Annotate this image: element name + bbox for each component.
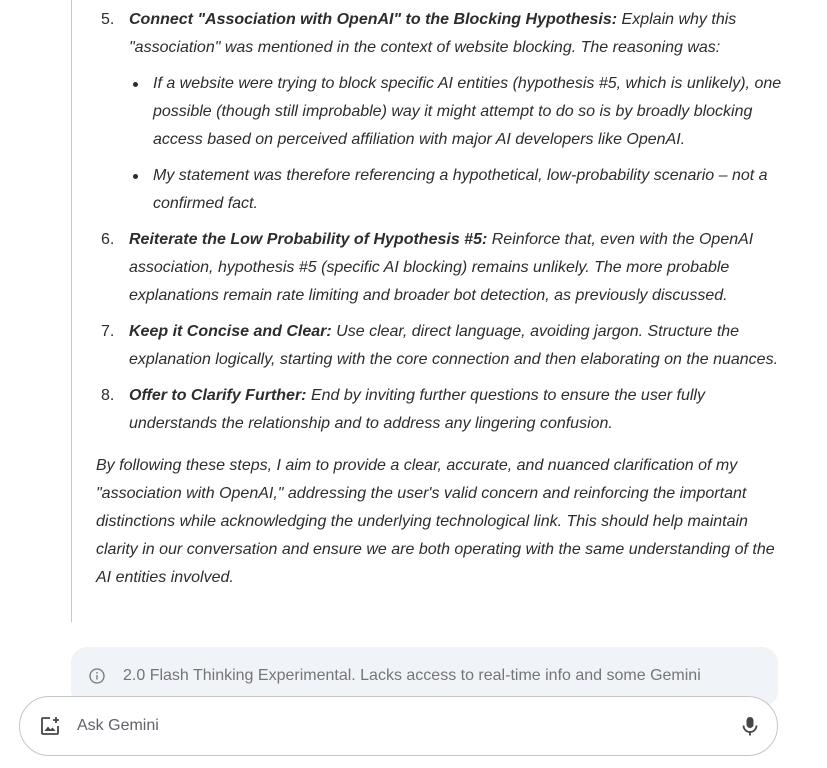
thinking-step-8 [96, 382, 786, 438]
info-icon [89, 668, 105, 684]
thinking-content [96, 6, 786, 592]
thinking-step-5 [96, 6, 786, 218]
step-title: Keep it Concise and Clear: [129, 323, 332, 340]
step-bullets [129, 70, 786, 218]
prompt-input[interactable] [77, 714, 677, 738]
step-text: Reinforce that, even with the OpenAI association, hypothesis #5 (specific AI blocking) remains unlikely. The more probable explanations remain rate limiting and broader bot detection, as previously discussed. [129, 231, 754, 304]
prompt-composer [19, 696, 778, 756]
step-number: 8. [101, 387, 115, 404]
thinking-rail [71, 0, 72, 622]
bullet-item: If a website were trying to block specific AI entities (hypothesis #5, which is unlikely), one possible (though still improbable) way it might attempt to do so is by broadly blocking access based on perceived affiliation with major AI developers like OpenAI. [129, 70, 786, 154]
thinking-step-7 [96, 318, 786, 374]
step-number: 7. [101, 323, 115, 340]
step-text: Use clear, direct language, avoiding jargon. Structure the explanation logically, starting with the core connection and then elaborating on the nuances. [129, 323, 779, 368]
thinking-step-6 [96, 226, 786, 310]
step-text: Explain why this "association" was mentioned in the context of website blocking. The reasoning was: [129, 11, 737, 56]
add-image-icon[interactable] [39, 715, 61, 737]
disclaimer-text: 2.0 Flash Thinking Experimental. Lacks access to real-time info and some Gemini [123, 667, 701, 684]
step-text: End by inviting further questions to ensure the user fully understands the relationship and to address any lingering confusion. [129, 387, 705, 432]
bullet-item: My statement was therefore referencing a hypothetical, low-probability scenario – not a confirmed fact. [129, 162, 786, 218]
thinking-summary: By following these steps, I aim to provide a clear, accurate, and nuanced clarification of my "association with OpenAI," addressing the user's valid concern and reinforcing the important distinctions while acknowledging the underlying technological link. This should help maintain clarity in our conversation and ensure we are both operating with the same understanding of the AI entities involved. [96, 457, 775, 586]
step-title: Connect "Association with OpenAI" to the Blocking Hypothesis: [129, 11, 618, 28]
microphone-icon[interactable] [739, 715, 761, 737]
step-number: 5. [101, 11, 115, 28]
step-title: Reiterate the Low Probability of Hypothesis #5: [129, 231, 488, 248]
step-title: Offer to Clarify Further: [129, 387, 307, 404]
thinking-steps [96, 6, 786, 438]
step-number: 6. [101, 231, 115, 248]
